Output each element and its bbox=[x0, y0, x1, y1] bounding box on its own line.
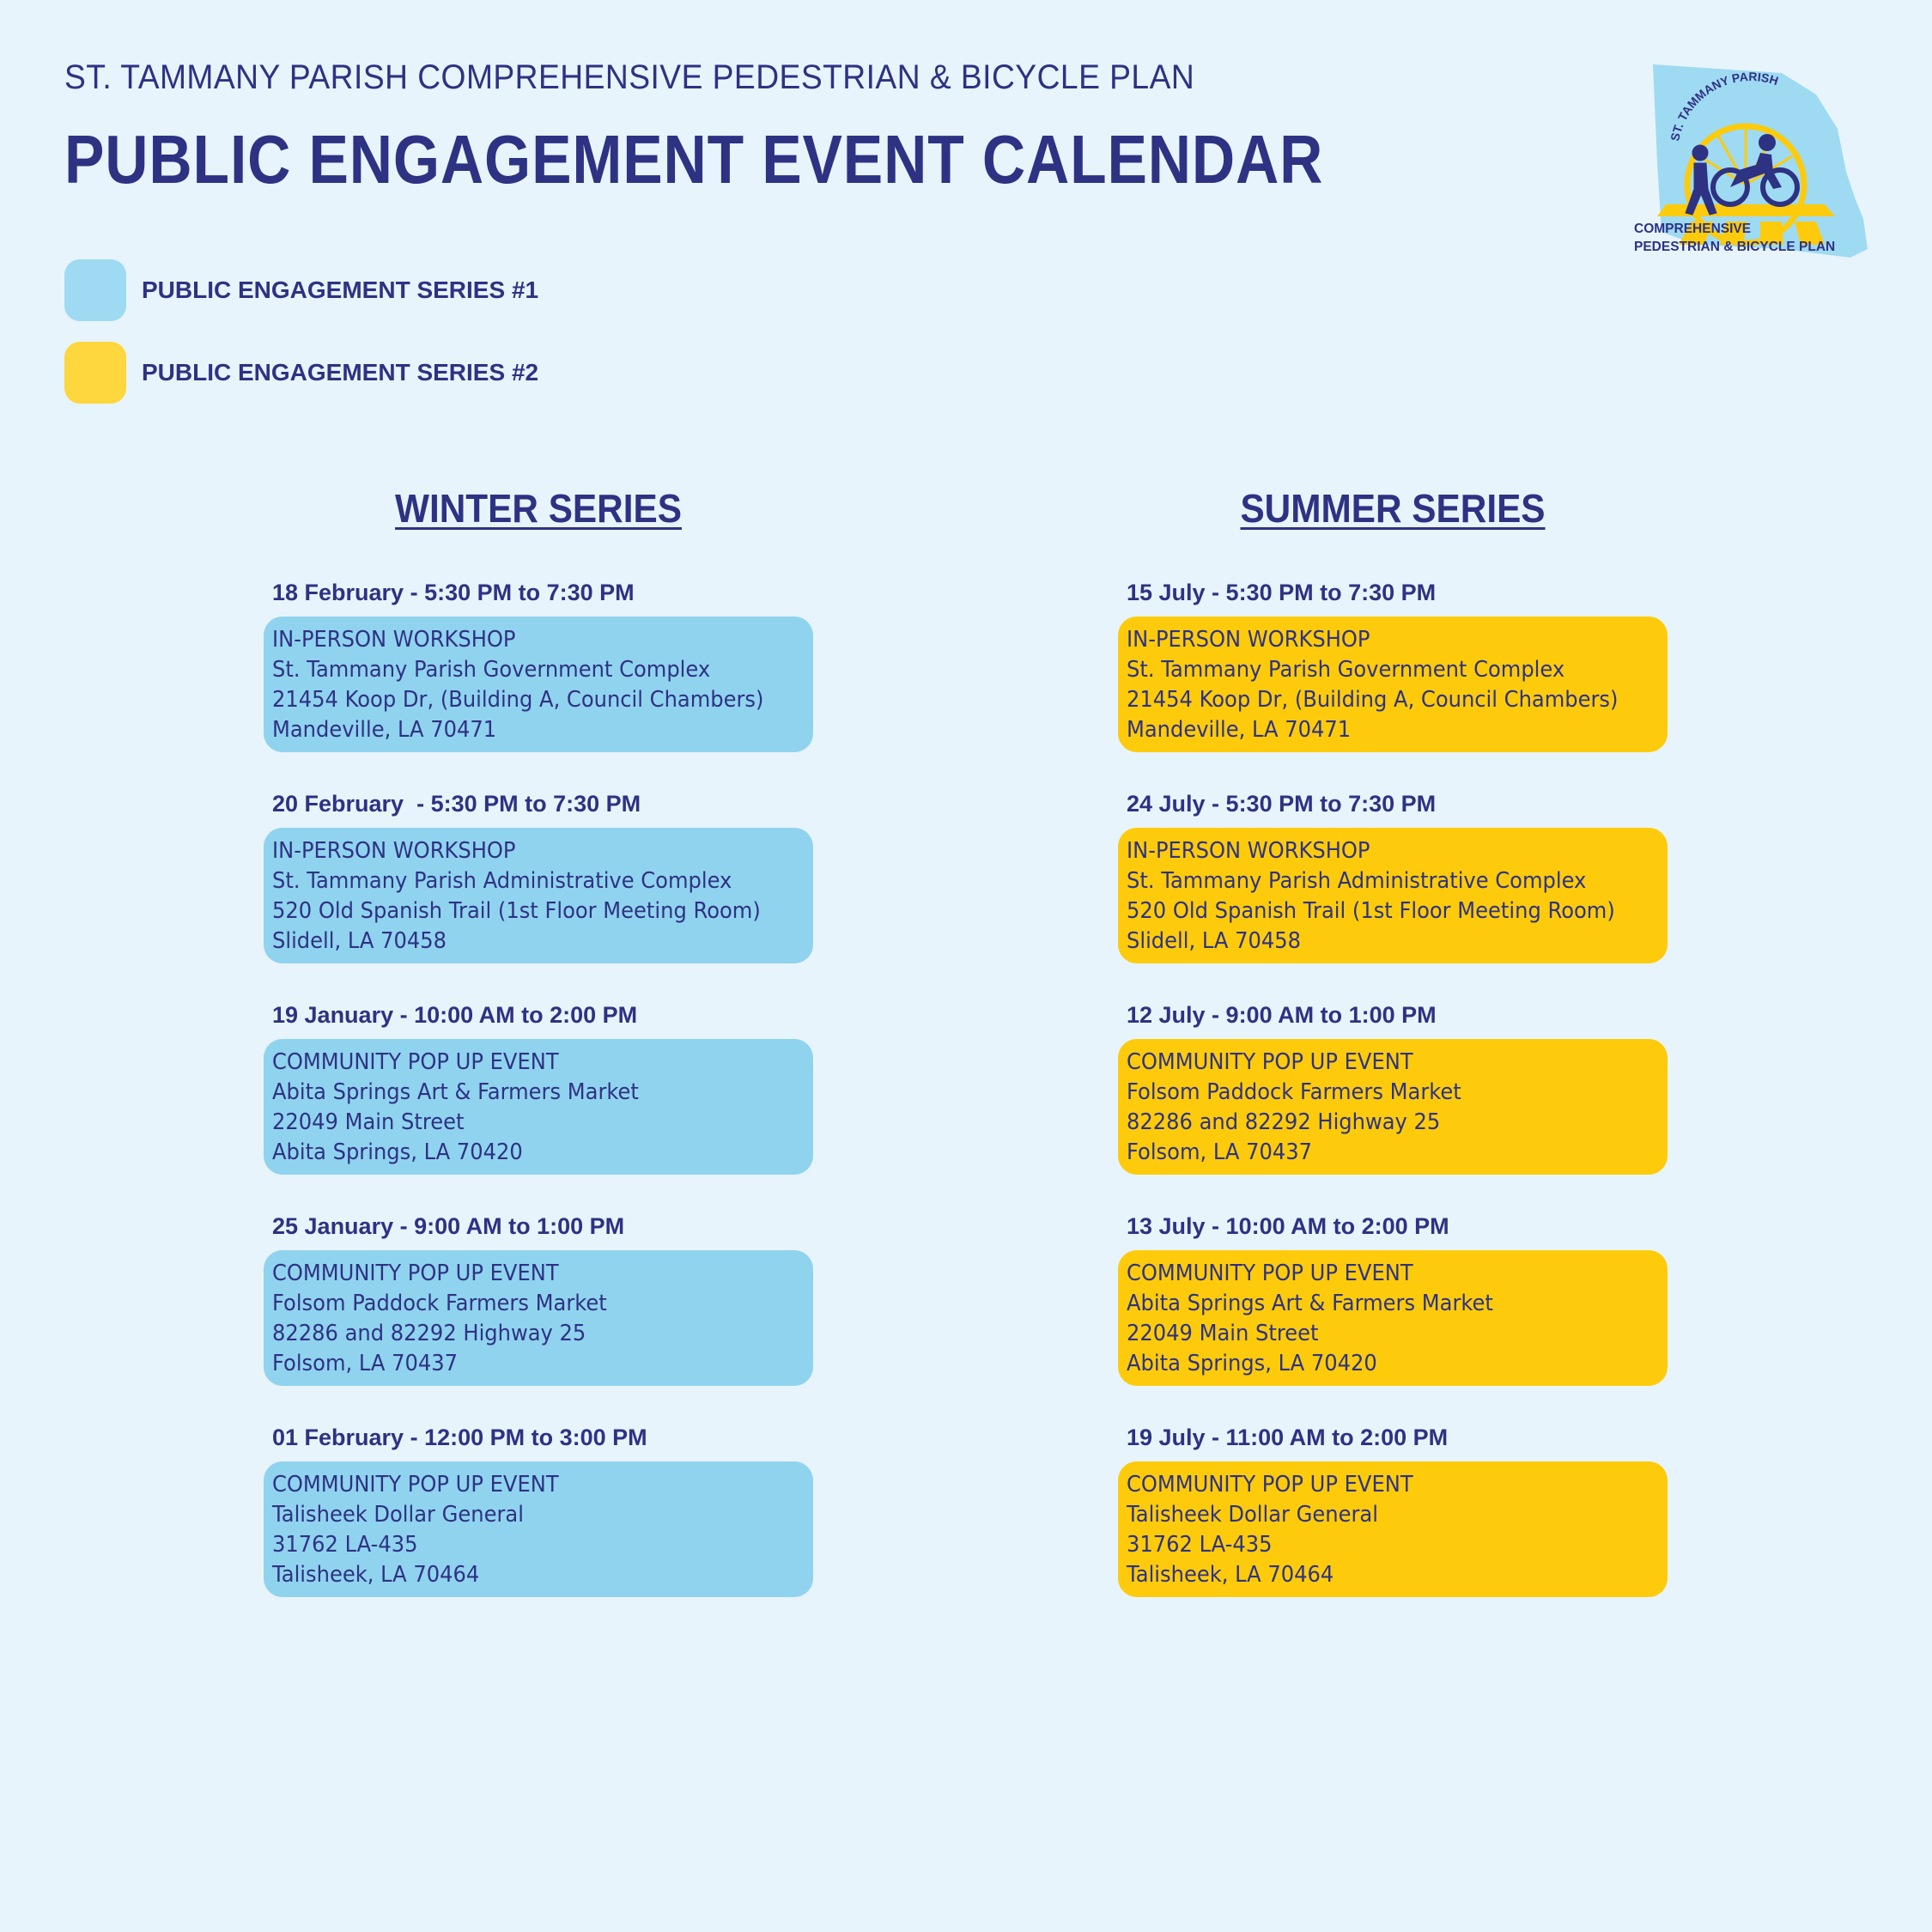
event-item bbox=[1118, 791, 1668, 1002]
event-address: 31762 LA-435 bbox=[272, 1532, 418, 1558]
event-item bbox=[264, 791, 813, 1002]
winter-series-column bbox=[264, 485, 813, 1636]
event-card bbox=[1118, 1039, 1668, 1175]
event-venue: Folsom Paddock Farmers Market bbox=[1127, 1079, 1461, 1105]
event-type: IN-PERSON WORKSHOP bbox=[272, 627, 516, 653]
event-venue: St. Tammany Parish Government Complex bbox=[272, 657, 711, 683]
event-item bbox=[264, 1213, 813, 1425]
summer-series-column bbox=[1118, 485, 1668, 1636]
event-item bbox=[1118, 1002, 1668, 1213]
event-city: Mandeville, LA 70471 bbox=[272, 717, 497, 743]
event-city: Talisheek, LA 70464 bbox=[272, 1562, 480, 1588]
event-item bbox=[264, 1425, 813, 1636]
event-venue: Abita Springs Art & Farmers Market bbox=[1127, 1291, 1493, 1316]
event-address: 520 Old Spanish Trail (1st Floor Meeting Room) bbox=[272, 898, 761, 924]
winter-series-heading: WINTER SERIES bbox=[395, 486, 682, 531]
legend-series-2 bbox=[64, 342, 538, 404]
event-venue: St. Tammany Parish Administrative Complex bbox=[1127, 868, 1587, 894]
event-card bbox=[1118, 828, 1668, 963]
event-date: 12 July - 9:00 AM to 1:00 PM bbox=[1127, 1002, 1437, 1028]
event-item bbox=[264, 1002, 813, 1213]
event-city: Slidell, LA 70458 bbox=[272, 928, 447, 954]
event-venue: Talisheek Dollar General bbox=[272, 1502, 524, 1528]
event-card bbox=[264, 1461, 813, 1597]
event-date: 13 July - 10:00 AM to 2:00 PM bbox=[1127, 1213, 1449, 1239]
event-venue: Abita Springs Art & Farmers Market bbox=[272, 1079, 639, 1105]
event-card bbox=[1118, 617, 1668, 752]
event-address: 21454 Koop Dr, (Building A, Council Chambers) bbox=[272, 687, 764, 713]
summer-series-heading: SUMMER SERIES bbox=[1240, 486, 1546, 531]
event-card bbox=[264, 1039, 813, 1175]
event-city: Folsom, LA 70437 bbox=[1127, 1139, 1313, 1165]
event-city: Abita Springs, LA 70420 bbox=[272, 1139, 523, 1165]
event-address: 21454 Koop Dr, (Building A, Council Chambers) bbox=[1127, 687, 1619, 713]
event-date: 18 February - 5:30 PM to 7:30 PM bbox=[272, 580, 635, 605]
page-title: PUBLIC ENGAGEMENT EVENT CALENDAR bbox=[64, 121, 1324, 197]
event-type: IN-PERSON WORKSHOP bbox=[1127, 627, 1370, 653]
event-card bbox=[264, 828, 813, 963]
event-type: COMMUNITY POP UP EVENT bbox=[1127, 1261, 1413, 1286]
event-type: IN-PERSON WORKSHOP bbox=[272, 838, 516, 864]
event-type: COMMUNITY POP UP EVENT bbox=[1127, 1049, 1413, 1075]
logo-caption bbox=[1634, 220, 1835, 256]
event-city: Talisheek, LA 70464 bbox=[1127, 1562, 1334, 1588]
event-address: 82286 and 82292 Highway 25 bbox=[1127, 1109, 1441, 1135]
event-address: 31762 LA-435 bbox=[1127, 1532, 1273, 1558]
event-city: Folsom, LA 70437 bbox=[272, 1351, 459, 1376]
event-venue: Talisheek Dollar General bbox=[1127, 1502, 1378, 1528]
logo-caption-line1: COMPREHENSIVE bbox=[1634, 222, 1752, 236]
event-venue: Folsom Paddock Farmers Market bbox=[272, 1291, 607, 1316]
event-item bbox=[1118, 1213, 1668, 1425]
event-date: 01 February - 12:00 PM to 3:00 PM bbox=[272, 1425, 647, 1450]
event-item bbox=[1118, 1425, 1668, 1636]
event-city: Abita Springs, LA 70420 bbox=[1127, 1351, 1377, 1376]
event-type: COMMUNITY POP UP EVENT bbox=[1127, 1472, 1413, 1498]
event-address: 22049 Main Street bbox=[1127, 1321, 1319, 1346]
legend-label-series-2: PUBLIC ENGAGEMENT SERIES #2 bbox=[142, 359, 539, 386]
event-venue: St. Tammany Parish Government Complex bbox=[1127, 657, 1565, 683]
event-address: 520 Old Spanish Trail (1st Floor Meeting Room) bbox=[1127, 898, 1615, 924]
event-date: 19 July - 11:00 AM to 2:00 PM bbox=[1127, 1425, 1449, 1450]
event-date: 24 July - 5:30 PM to 7:30 PM bbox=[1127, 791, 1437, 817]
event-type: COMMUNITY POP UP EVENT bbox=[272, 1261, 559, 1286]
page-subtitle: ST. TAMMANY PARISH COMPREHENSIVE PEDESTRIAN & BICYCLE PLAN bbox=[64, 58, 1195, 96]
legend-label-series-1: PUBLIC ENGAGEMENT SERIES #1 bbox=[142, 276, 539, 303]
event-venue: St. Tammany Parish Administrative Complex bbox=[272, 868, 732, 894]
event-address: 82286 and 82292 Highway 25 bbox=[272, 1321, 586, 1346]
event-type: COMMUNITY POP UP EVENT bbox=[272, 1472, 559, 1498]
legend-swatch-series-1 bbox=[64, 259, 126, 321]
legend-series-1 bbox=[64, 259, 538, 321]
event-date: 25 January - 9:00 AM to 1:00 PM bbox=[272, 1213, 625, 1239]
event-address: 22049 Main Street bbox=[272, 1109, 465, 1135]
event-card bbox=[1118, 1461, 1668, 1597]
event-item bbox=[264, 580, 813, 791]
event-type: IN-PERSON WORKSHOP bbox=[1127, 838, 1370, 864]
logo-arc-text-path: ST. TAMMANY PARISH bbox=[1668, 69, 1781, 143]
event-city: Mandeville, LA 70471 bbox=[1127, 717, 1352, 743]
event-date: 20 February - 5:30 PM to 7:30 PM bbox=[272, 791, 641, 817]
event-date: 15 July - 5:30 PM to 7:30 PM bbox=[1127, 580, 1437, 605]
legend-swatch-series-2 bbox=[64, 342, 126, 404]
event-card bbox=[264, 1250, 813, 1386]
event-type: COMMUNITY POP UP EVENT bbox=[272, 1049, 559, 1075]
event-card bbox=[1118, 1250, 1668, 1386]
event-card bbox=[264, 617, 813, 752]
event-city: Slidell, LA 70458 bbox=[1127, 928, 1302, 954]
logo-caption-line2: PEDESTRIAN & BICYCLE PLAN bbox=[1634, 240, 1836, 254]
event-date: 19 January - 10:00 AM to 2:00 PM bbox=[272, 1002, 638, 1028]
event-item bbox=[1118, 580, 1668, 791]
